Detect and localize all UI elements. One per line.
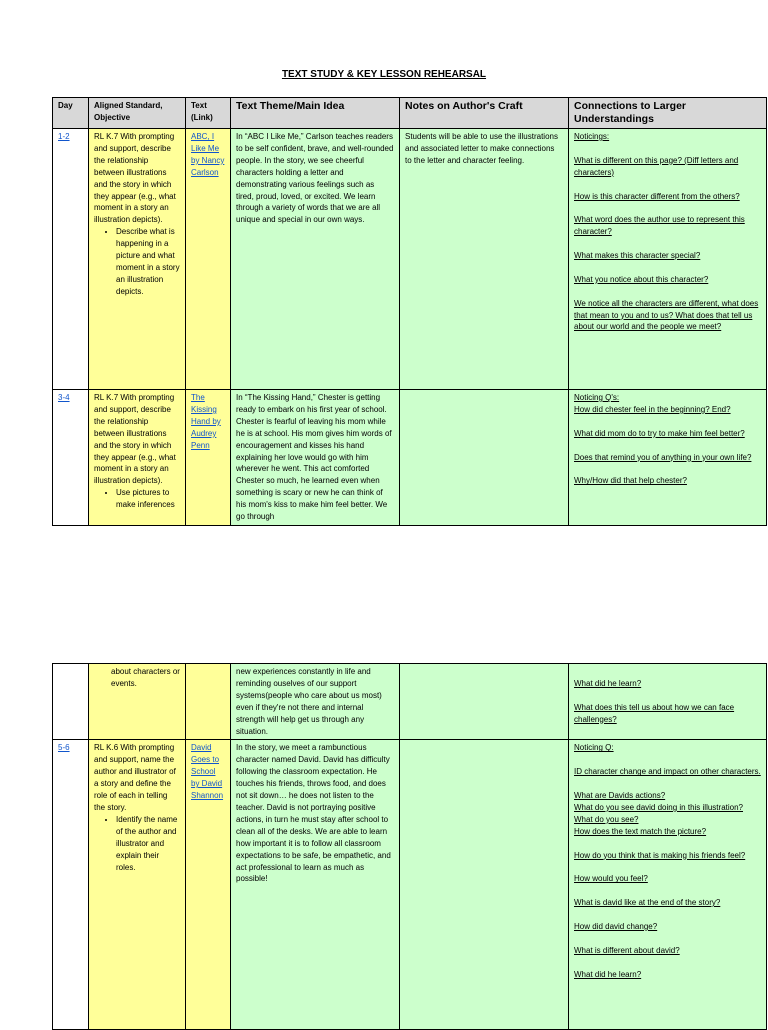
text-link[interactable]: David Goes to School by David Shannon <box>191 743 224 801</box>
standard-bullet: • Identify the name of the author and illustrator and explain their roles. <box>116 814 180 874</box>
notes-cell: Students will be able to use the illustrations and associated letter to make connections to the letter and character feeling. <box>400 129 569 390</box>
standard-bullet: • Describe what is happening in a picture and what moment in a story an illustration depicts. <box>116 226 180 297</box>
connection-item: How did david change? <box>574 921 658 931</box>
lesson-table-page-2 <box>52 663 767 1030</box>
connection-item: How did chester feel in the beginning? End? <box>574 404 731 414</box>
connection-item: How does the text match the picture? <box>574 826 707 836</box>
standard-bullet: • Use pictures to make inferences <box>116 487 180 511</box>
connection-item: How is this character different from the others? <box>574 191 740 201</box>
connection-item: What you notice about this character? <box>574 274 709 284</box>
theme-continued: new experiences constantly in life and reminding ouselves of our support systems(people who care about us most) even if they're not there and internal strength will help get us through any situation. <box>231 664 400 740</box>
connection-item: What did mom do to try to make him feel better? <box>574 428 745 438</box>
header-text: Text (Link) <box>186 98 231 129</box>
connection-item: What word does the author use to represent this character? <box>574 215 745 237</box>
page-title: TEXT STUDY & KEY LESSON REHEARSAL <box>281 69 487 80</box>
header-day: Day <box>53 98 89 129</box>
standard-cell <box>89 129 186 390</box>
standard-continued: about characters or events. <box>89 664 186 740</box>
connections-cell <box>569 390 767 526</box>
text-link[interactable]: ABC, I Like Me by Nancy Carlson <box>191 132 225 177</box>
standard-cell <box>89 740 186 1030</box>
connections-continued <box>569 664 767 740</box>
connection-item: What do you see? <box>574 814 639 824</box>
connection-item: Noticings: <box>574 132 610 141</box>
notes-cell <box>400 740 569 1030</box>
header-notes: Notes on Author's Craft <box>400 98 569 129</box>
connection-item: What are Davids actions? <box>574 791 666 801</box>
connection-item: What does this tell us about how we can face challenges? <box>574 702 735 724</box>
connection-item: How do you think that is making his friends feel? <box>574 850 746 860</box>
table-row-continued <box>53 664 767 740</box>
day-link[interactable]: 1-2 <box>58 132 70 141</box>
table-row <box>53 129 767 390</box>
connection-item: Noticing Q: <box>574 743 614 753</box>
theme-cell: In the story, we meet a rambunctious character named David. David has difficulty following the classroom expectation. He touches his friends, throws food, and does not sit down… he does not listen to the teacher. David is not portraying positive actions, in turn he must stay after school to clean all of the desks. We are able to learn how important it is to follow all classroom expectations to be safe, be empathetic, and act professional to learn as much as possible! <box>231 740 400 1030</box>
lesson-table-page-1 <box>52 97 767 526</box>
table-header-row <box>53 98 767 129</box>
day-link[interactable]: 3-4 <box>58 393 70 402</box>
text-link[interactable]: The Kissing Hand by Audrey Penn <box>191 393 221 450</box>
connection-item: How would you feel? <box>574 874 648 884</box>
table-row <box>53 740 767 1030</box>
standard-cell <box>89 390 186 526</box>
connection-item: What did he learn? <box>574 969 642 979</box>
standard-text: RL K.7 With prompting and support, describe the relationship between illustrations and the story in which they appear (e.g., what moment in a story an illustration depicts). <box>94 393 176 486</box>
connections-cell <box>569 740 767 1030</box>
theme-cell: In “The Kissing Hand,” Chester is getting ready to embark on his first year of school. Chester is fearful of leaving his mom while he is at school. His mom gives him words of encouragement and kisses his hand explaining her love would go with him wherever he went. This act comforted Chester so much, he learned even when something is scary or new he can think of his mom's kiss to make him feel better. We go through <box>231 390 400 526</box>
table-row <box>53 390 767 526</box>
theme-cell: In “ABC I Like Me,” Carlson teaches readers to be self confident, brave, and well-rounded people. In the story, we see cheerful characters holding a letter and demonstrating various feelings such as tired, proud, loved, or excited. We learn through a variety of words that we are all unique and special in our own ways. <box>231 129 400 390</box>
connection-item: What makes this character special? <box>574 251 701 260</box>
connection-item: Noticing Q's: <box>574 393 620 402</box>
standard-text: RL K.7 With prompting and support, describe the relationship between illustrations and the story in which they appear (e.g., what moment in a story an illustration depicts). <box>94 132 176 225</box>
connection-item: What do you see david doing in this illustration? <box>574 802 743 812</box>
connection-item: What is different about david? <box>574 945 680 955</box>
connection-item: Why/How did that help chester? <box>574 476 687 486</box>
notes-cell <box>400 390 569 526</box>
connection-item: Does that remind you of anything in your own life? <box>574 452 752 462</box>
connection-item: We notice all the characters are different, what does that mean to you and to us? What does that tell us about our world and the people we meet? <box>574 298 759 332</box>
day-link[interactable]: 5-6 <box>58 743 70 753</box>
connections-cell <box>569 129 767 390</box>
header-standard: Aligned Standard, Objective <box>89 98 186 129</box>
connection-item: What is david like at the end of the story? <box>574 898 721 908</box>
header-connections: Connections to Larger Understandings <box>569 98 767 129</box>
connection-item: ID character change and impact on other characters. <box>574 767 761 777</box>
standard-text: RL K.6 With prompting and support, name the author and illustrator of a story and define the role of each in telling the story. <box>94 743 176 812</box>
header-theme: Text Theme/Main Idea <box>231 98 400 129</box>
connection-item: What did he learn? <box>574 679 642 688</box>
connection-item: What is different on this page? (Diff letters and characters) <box>574 155 739 177</box>
